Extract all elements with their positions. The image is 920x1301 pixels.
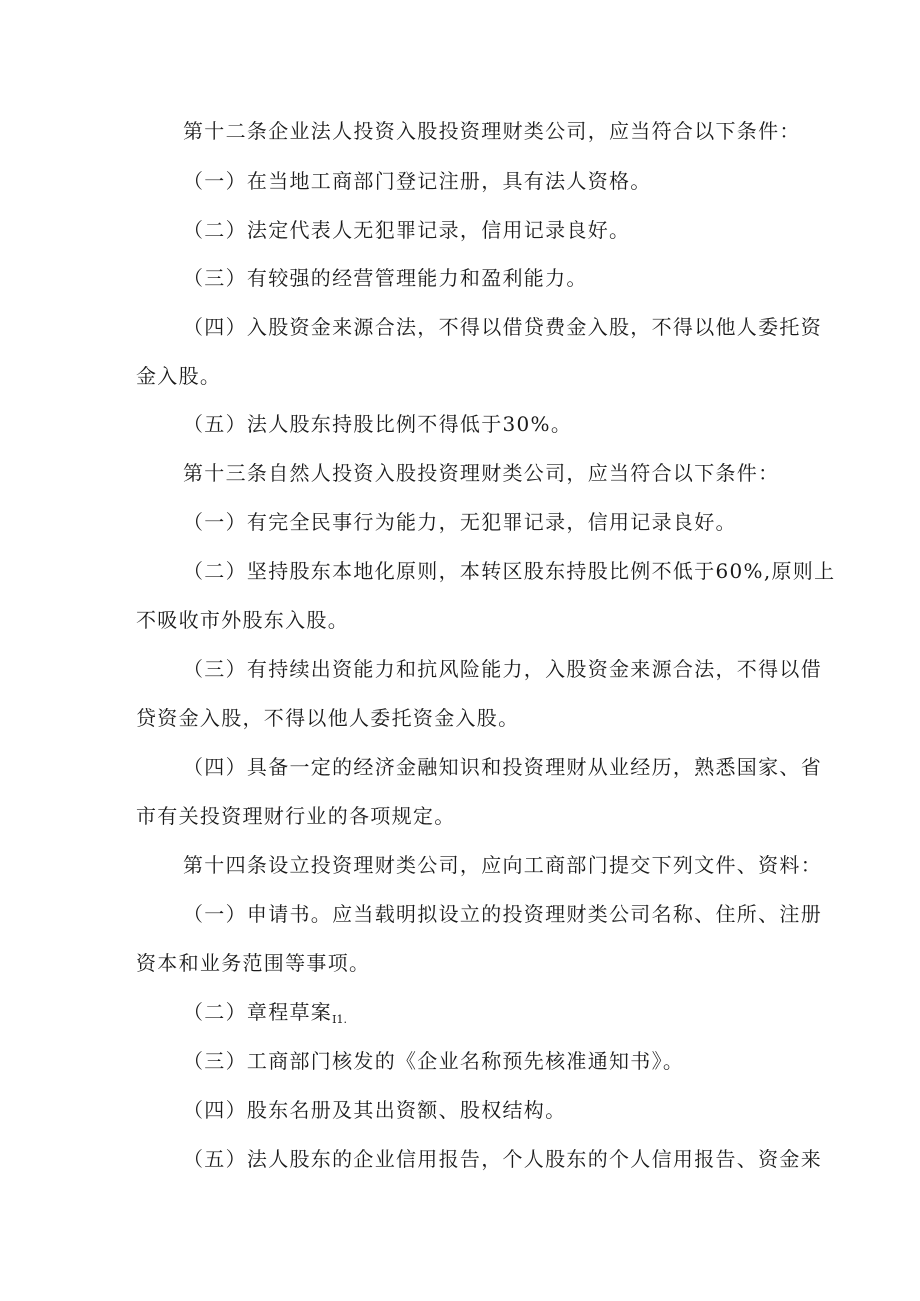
article-14-item-3: （三）工商部门核发的《企业名称预先核准通知书》。 [183,1049,685,1073]
article-14-item-2 [183,1000,347,1032]
article-12-item-3: （三）有较强的经营管理能力和盈利能力。 [183,266,588,290]
article-13-item-1: （一）有完全民事行为能力，无犯罪记录，信用记录良好。 [183,510,737,534]
article-13-item-4-line-2: 市有关投资理财行业的各项规定。 [136,804,456,828]
article-12-item-5: （五）法人股东持股比例不得低于30%。 [183,412,573,436]
article-12-heading: 第十二条企业法人投资入股投资理财类公司，应当符合以下条件： [183,119,801,143]
article-12-item-4-line-1: （四）入股资金来源合法，不得以借贷费金入股，不得以他人委托资 [183,315,822,339]
article-14-item-5-line-1: （五）法人股东的企业信用报告，个人股东的个人信用报告、资金来 [183,1147,822,1171]
article-14-heading: 第十四条设立投资理财类公司，应向工商部门提交下列文件、资料： [183,853,822,877]
article-13-item-4-line-1: （四）具备一定的经济金融知识和投资理财从业经历，熟悉国家、省 [183,755,822,779]
article-13-item-2-line-1: （二）坚持股东本地化原则，本转区股东持股比例不低于60%,原则上 [183,559,836,583]
article-14-item-1-line-2: 资本和业务范围等事项。 [136,951,371,975]
article-14-item-4: （四）股东名册及其出资额、股权结构。 [183,1098,567,1122]
article-13-item-3-line-1: （三）有持续出资能力和抗风险能力，入股资金来源合法，不得以借 [183,657,822,681]
article-13-item-2-line-2: 不吸收市外股东入股。 [136,608,349,632]
article-13-heading: 第十三条自然人投资入股投资理财类公司，应当符合以下条件： [183,461,780,485]
article-14-item-2-text: （二）章程草案 [183,1000,333,1024]
article-12-item-4-line-2: 金入股。 [136,364,222,388]
article-12-item-2: （二）法定代表人无犯罪记录，信用记录良好。 [183,218,631,242]
article-14-item-2-suffix: I1. [332,1013,347,1026]
article-13-item-3-line-2: 贷资金入股，不得以他人委托资金入股。 [136,706,520,730]
article-14-item-1-line-1: （一）申请书。应当载明拟设立的投资理财类公司名称、住所、注册 [183,902,822,926]
article-12-item-1: （一）在当地工商部门登记注册，具有法人资格。 [183,169,652,193]
